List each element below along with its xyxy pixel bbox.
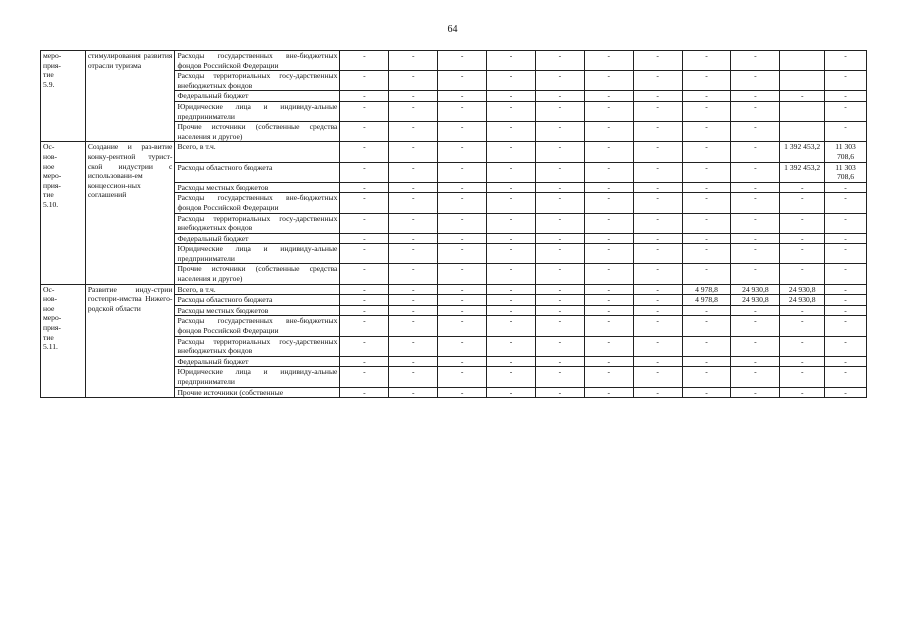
value-cell: - [535,316,584,336]
value-cell: - [633,51,682,71]
value-cell: - [633,284,682,295]
value-cell: - [438,213,487,233]
table-row [41,51,867,71]
value-cell [780,51,825,71]
value-cell: - [487,182,536,193]
value-cell: - [487,367,536,387]
value-cell: - [389,142,438,162]
value-cell: - [682,356,731,367]
value-cell: - [682,142,731,162]
value-cell: - [584,284,633,295]
value-cell: - [682,182,731,193]
value-cell: - [682,336,731,356]
value-cell: - [487,264,536,284]
value-cell: - [731,336,780,356]
value-cell: - [389,264,438,284]
value-cell: - [584,162,633,182]
value-cell: - [633,233,682,244]
value-cell: - [340,295,389,306]
value-cell: - [825,182,867,193]
value-cell: - [438,264,487,284]
value-cell: - [825,295,867,306]
value-cell: 1 392 453,2 [780,162,825,182]
funding-source: Расходы областного бюджета [175,162,340,182]
value-cell: - [389,233,438,244]
value-cell: 1 392 453,2 [780,142,825,162]
value-cell: - [633,193,682,213]
value-cell: - [438,356,487,367]
value-cell: - [584,91,633,102]
value-cell: - [535,244,584,264]
value-cell: - [780,336,825,356]
value-cell: - [584,367,633,387]
value-cell: - [438,122,487,142]
value-cell: - [682,367,731,387]
value-cell: - [780,387,825,398]
value-cell: - [633,244,682,264]
value-cell: - [438,182,487,193]
value-cell: - [731,213,780,233]
measure-label: меро- прия- тие 5.9. [41,51,86,142]
value-cell: - [535,305,584,316]
value-cell: - [780,91,825,102]
value-cell: 11 303 708,6 [825,142,867,162]
value-cell: - [780,356,825,367]
value-cell [780,71,825,91]
value-cell: - [438,387,487,398]
value-cell: - [584,51,633,71]
value-cell: - [535,162,584,182]
value-cell: - [780,367,825,387]
value-cell: - [438,305,487,316]
value-cell: - [535,71,584,91]
value-cell: - [535,233,584,244]
value-cell: - [584,233,633,244]
value-cell: - [340,233,389,244]
value-cell: - [438,316,487,336]
value-cell: - [825,71,867,91]
value-cell: - [682,233,731,244]
value-cell: - [825,336,867,356]
value-cell: - [389,387,438,398]
funding-source: Всего, в т.ч. [175,284,340,295]
value-cell: - [780,182,825,193]
value-cell: - [825,213,867,233]
value-cell: - [340,122,389,142]
value-cell: - [731,356,780,367]
value-cell: - [487,101,536,121]
value-cell: 4 978,8 [682,284,731,295]
value-cell: 24 930,8 [780,295,825,306]
value-cell: - [340,213,389,233]
page-number: 64 [447,24,458,35]
value-cell: - [487,233,536,244]
value-cell: - [825,233,867,244]
value-cell: - [389,91,438,102]
funding-source: Юридические лица и индивиду-альные предприниматели [175,244,340,264]
value-cell: - [682,101,731,121]
value-cell: - [487,71,536,91]
value-cell: - [825,101,867,121]
value-cell: - [389,295,438,306]
value-cell: - [389,305,438,316]
value-cell: - [535,213,584,233]
value-cell: - [535,387,584,398]
value-cell: - [825,264,867,284]
value-cell: - [438,193,487,213]
value-cell: - [633,162,682,182]
value-cell: - [389,122,438,142]
value-cell [780,101,825,121]
value-cell: - [389,51,438,71]
funding-source: Расходы местных бюджетов [175,305,340,316]
value-cell: - [633,387,682,398]
value-cell: - [780,233,825,244]
value-cell: - [780,264,825,284]
value-cell: - [584,244,633,264]
value-cell: - [633,305,682,316]
table-row [41,284,867,295]
funding-source: Расходы государственных вне-бюджетных фондов Российской Федерации [175,316,340,336]
value-cell: - [535,295,584,306]
value-cell: - [438,233,487,244]
value-cell: - [389,336,438,356]
funding-source: Федеральный бюджет [175,356,340,367]
value-cell: - [731,182,780,193]
value-cell: - [682,387,731,398]
value-cell: - [487,193,536,213]
funding-source: Расходы территориальных госу-дарственных внебюджетных фондов [175,213,340,233]
value-cell: - [340,264,389,284]
value-cell: - [825,356,867,367]
value-cell: - [584,316,633,336]
value-cell: - [731,193,780,213]
value-cell: - [731,51,780,71]
value-cell: - [389,356,438,367]
value-cell: - [389,367,438,387]
measure-label: Ос- нов- ное меро- прия- тие 5.10. [41,142,86,284]
funding-source: Прочие источники (собственные средства населения и другое) [175,122,340,142]
table-body [41,51,867,398]
value-cell: - [825,367,867,387]
value-cell: - [584,213,633,233]
value-cell: - [682,162,731,182]
value-cell: 24 930,8 [731,284,780,295]
value-cell: - [633,367,682,387]
value-cell: - [535,51,584,71]
value-cell: - [487,356,536,367]
value-cell: - [340,336,389,356]
value-cell: - [682,244,731,264]
value-cell: - [633,295,682,306]
value-cell: - [535,356,584,367]
funding-source: Юридические лица и индивиду-альные предприниматели [175,101,340,121]
value-cell: - [535,367,584,387]
value-cell: - [487,305,536,316]
funding-source: Всего, в т.ч. [175,142,340,162]
funding-source: Расходы территориальных госу-дарственных внебюджетных фондов [175,336,340,356]
value-cell: - [731,101,780,121]
value-cell: - [825,91,867,102]
value-cell: - [340,284,389,295]
value-cell: - [389,213,438,233]
value-cell: - [487,244,536,264]
value-cell: - [487,336,536,356]
value-cell: - [682,316,731,336]
funding-source: Федеральный бюджет [175,91,340,102]
value-cell: - [389,101,438,121]
value-cell: 4 978,8 [682,295,731,306]
value-cell: - [584,387,633,398]
funding-source: Расходы государственных вне-бюджетных фондов Российской Федерации [175,51,340,71]
value-cell: - [389,244,438,264]
value-cell: - [438,284,487,295]
value-cell: - [535,193,584,213]
value-cell: - [340,244,389,264]
value-cell: - [584,356,633,367]
value-cell: - [535,142,584,162]
funding-source: Расходы государственных вне-бюджетных фондов Российской Федерации [175,193,340,213]
value-cell: - [340,182,389,193]
value-cell: - [633,316,682,336]
value-cell: - [340,142,389,162]
value-cell: - [340,193,389,213]
value-cell: - [438,162,487,182]
value-cell: - [682,193,731,213]
value-cell: - [682,71,731,91]
value-cell: - [340,387,389,398]
measure-name: Развитие инду-стрии гостепри-имства Нижего-родской области [85,284,175,398]
value-cell: - [825,51,867,71]
value-cell: - [731,387,780,398]
value-cell: - [633,356,682,367]
value-cell: - [633,91,682,102]
value-cell: - [340,101,389,121]
value-cell: - [780,193,825,213]
value-cell: - [825,387,867,398]
measure-name: Создание и раз-витие конку-рентной турист-ской индустрии с использовани-ем концессион-ных соглашений [85,142,175,284]
value-cell: - [633,101,682,121]
value-cell: - [487,162,536,182]
value-cell: - [389,316,438,336]
value-cell: - [780,316,825,336]
funding-table [40,50,867,398]
value-cell: - [438,101,487,121]
value-cell: - [682,305,731,316]
value-cell: - [633,264,682,284]
measure-label: Ос- нов- ное меро- прия- тие 5.11. [41,284,86,398]
value-cell: - [535,122,584,142]
value-cell: 11 303 708,6 [825,162,867,182]
funding-source: Прочие источники (собственные [175,387,340,398]
value-cell: - [584,295,633,306]
value-cell: - [825,122,867,142]
value-cell: - [389,193,438,213]
value-cell: - [731,91,780,102]
value-cell: - [633,122,682,142]
value-cell: - [340,91,389,102]
value-cell: - [438,91,487,102]
value-cell: - [731,122,780,142]
value-cell: - [780,213,825,233]
funding-source: Расходы местных бюджетов [175,182,340,193]
value-cell: - [389,71,438,91]
funding-source: Расходы территориальных госу-дарственных внебюджетных фондов [175,71,340,91]
value-cell: - [487,295,536,306]
funding-source: Федеральный бюджет [175,233,340,244]
value-cell: - [584,101,633,121]
value-cell: - [487,122,536,142]
value-cell: - [584,193,633,213]
measure-name: стимулирования развития отрасли туризма [85,51,175,142]
value-cell: - [780,244,825,264]
value-cell: - [438,142,487,162]
value-cell: - [682,51,731,71]
value-cell: - [487,387,536,398]
value-cell: - [825,193,867,213]
value-cell: - [682,264,731,284]
value-cell: - [731,316,780,336]
value-cell: - [389,162,438,182]
value-cell: - [780,305,825,316]
value-cell: - [438,295,487,306]
value-cell: - [584,142,633,162]
value-cell: - [487,51,536,71]
value-cell: - [731,305,780,316]
value-cell: - [340,162,389,182]
value-cell: - [584,71,633,91]
value-cell: - [682,122,731,142]
value-cell: - [535,91,584,102]
value-cell: - [535,101,584,121]
value-cell: - [487,213,536,233]
value-cell: - [438,51,487,71]
value-cell: - [584,305,633,316]
value-cell: - [633,336,682,356]
value-cell: - [340,367,389,387]
value-cell: 24 930,8 [780,284,825,295]
funding-source: Расходы областного бюджета [175,295,340,306]
value-cell: - [535,336,584,356]
value-cell: - [340,316,389,336]
value-cell: - [731,244,780,264]
value-cell: - [438,336,487,356]
value-cell: - [731,367,780,387]
value-cell: - [487,142,536,162]
value-cell: - [825,305,867,316]
value-cell: - [389,284,438,295]
funding-source: Прочие источники (собственные средства населения и другое) [175,264,340,284]
value-cell: - [682,91,731,102]
value-cell: - [731,162,780,182]
value-cell: - [633,182,682,193]
value-cell: - [389,182,438,193]
value-cell: - [438,71,487,91]
table-row [41,142,867,162]
value-cell: - [825,316,867,336]
funding-source: Юридические лица и индивиду-альные предприниматели [175,367,340,387]
value-cell: 24 930,8 [731,295,780,306]
value-cell: - [487,91,536,102]
value-cell: - [584,182,633,193]
value-cell: - [584,122,633,142]
value-cell: - [340,51,389,71]
value-cell: - [340,356,389,367]
value-cell: - [731,142,780,162]
value-cell: - [825,244,867,264]
value-cell: - [584,264,633,284]
value-cell: - [438,244,487,264]
value-cell: - [731,264,780,284]
value-cell [780,122,825,142]
value-cell: - [487,316,536,336]
value-cell: - [487,284,536,295]
value-cell: - [340,305,389,316]
value-cell: - [535,182,584,193]
value-cell: - [340,71,389,91]
value-cell: - [535,264,584,284]
value-cell: - [633,71,682,91]
value-cell: - [633,142,682,162]
value-cell: - [438,367,487,387]
value-cell: - [731,71,780,91]
value-cell: - [584,336,633,356]
value-cell: - [633,213,682,233]
value-cell: - [825,284,867,295]
value-cell: - [682,213,731,233]
value-cell: - [535,284,584,295]
value-cell: - [731,233,780,244]
